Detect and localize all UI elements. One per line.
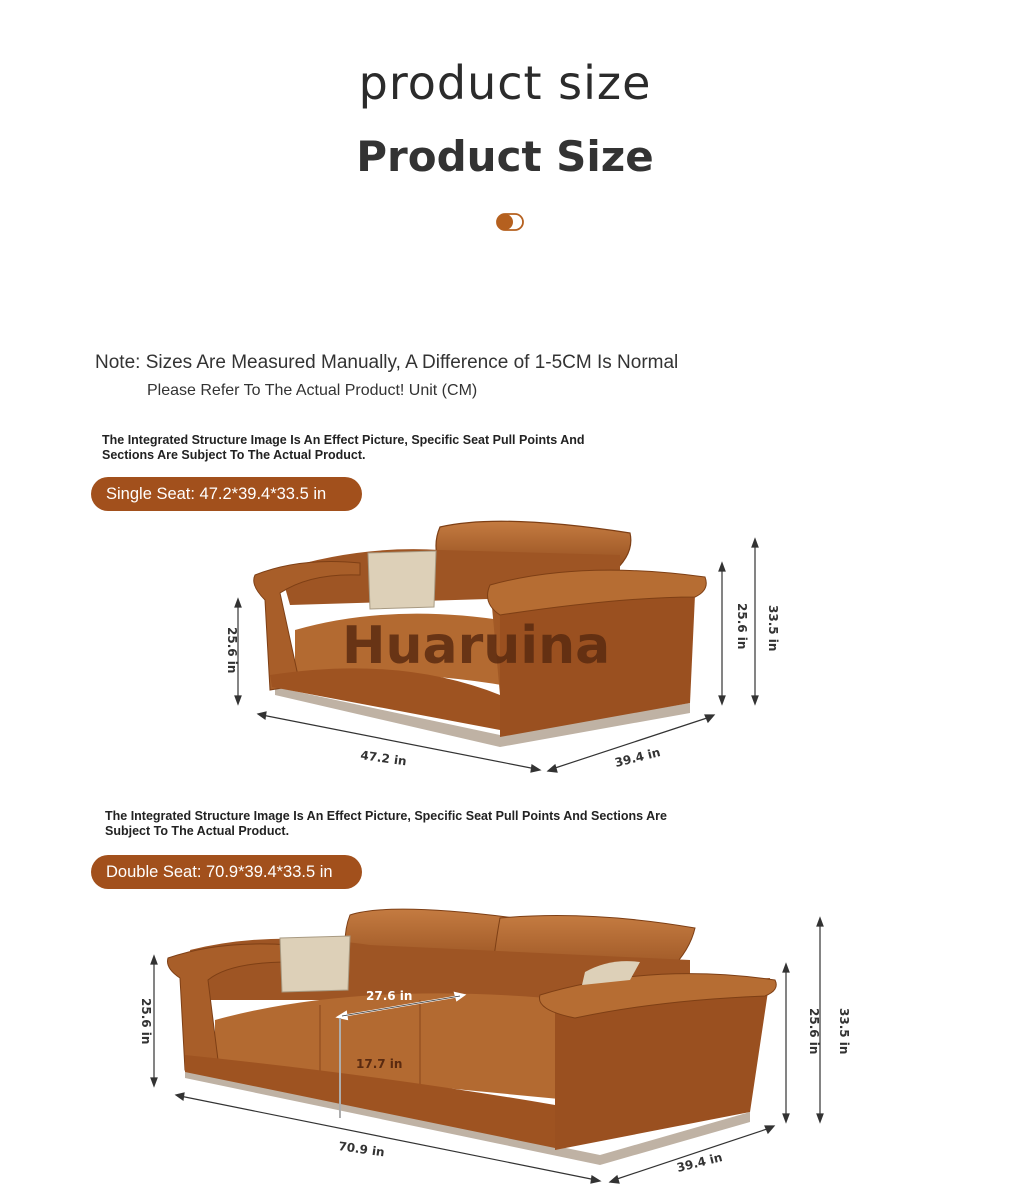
watermark-text: Huaruina bbox=[342, 616, 611, 676]
double-sofa-figure bbox=[130, 900, 870, 1195]
single-depth-label: 39.4 in bbox=[613, 745, 662, 770]
single-description: The Integrated Structure Image Is An Effect Picture, Specific Seat Pull Points And Sections Are Subject To The Actual Product. bbox=[102, 433, 585, 462]
note-line-2: Please Refer To The Actual Product! Unit (CM) bbox=[147, 382, 478, 399]
double-description: The Integrated Structure Image Is An Effect Picture, Specific Seat Pull Points And Sections Are Subject To The Actual Product. bbox=[105, 809, 667, 838]
double-seat-width-label: 27.6 in bbox=[366, 989, 413, 1003]
double-seat-depth-label: 17.7 in bbox=[356, 1057, 403, 1071]
single-seat-height-label: 25.6 in bbox=[735, 603, 749, 650]
page-title-bold: Product Size bbox=[356, 132, 654, 181]
double-depth-label: 39.4 in bbox=[675, 1150, 724, 1175]
single-seat-label: Single Seat: 47.2*39.4*33.5 in bbox=[91, 477, 362, 511]
double-width-label: 70.9 in bbox=[337, 1139, 386, 1160]
note-line-1: Note: Sizes Are Measured Manually, A Difference of 1-5CM Is Normal bbox=[95, 352, 679, 373]
single-arm-height-label: 25.6 in bbox=[225, 627, 239, 674]
single-width-label: 47.2 in bbox=[359, 748, 408, 769]
double-seat-height-label: 25.6 in bbox=[807, 1008, 821, 1055]
double-seat-label: Double Seat: 70.9*39.4*33.5 in bbox=[91, 855, 362, 889]
double-total-height-label: 33.5 in bbox=[837, 1008, 851, 1055]
double-arm-height-label: 25.6 in bbox=[139, 998, 153, 1045]
single-sofa-figure bbox=[200, 515, 820, 785]
double-sofa-image bbox=[168, 909, 777, 1165]
single-total-height-label: 33.5 in bbox=[766, 605, 780, 652]
page-title-light: product size bbox=[358, 56, 652, 110]
toggle-icon bbox=[496, 213, 524, 231]
